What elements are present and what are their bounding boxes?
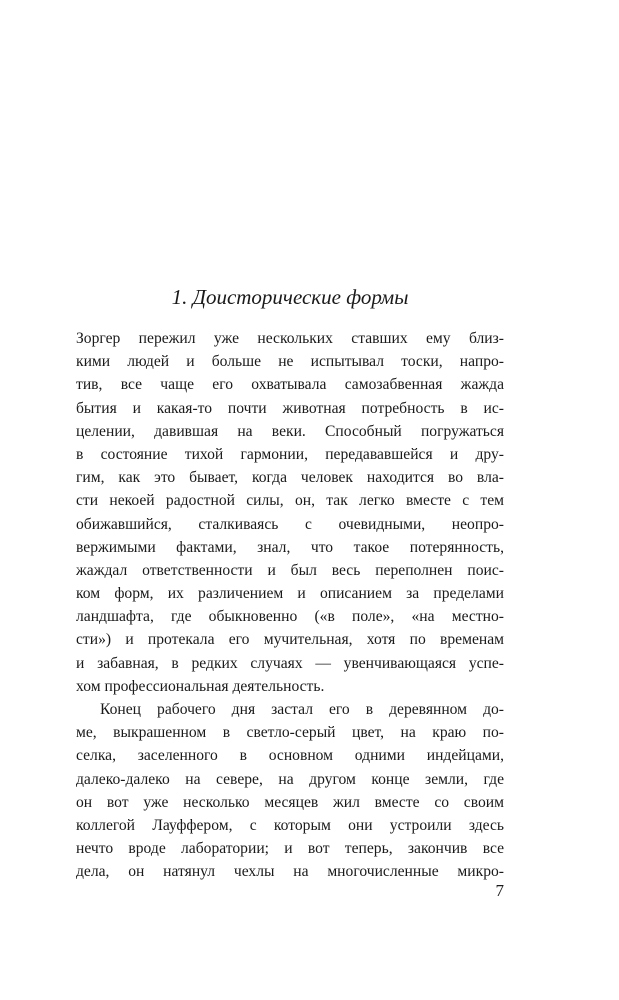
text-line: селка, заселенного в основном одними индейцами, <box>76 747 504 765</box>
text-line: нечто вроде лаборатории; и вот теперь, закончив все <box>76 840 504 858</box>
text-line: вержимыми фактами, знал, что такое потерянность, <box>76 538 504 556</box>
text-line: ком форм, их различением и описанием за пределами <box>76 585 504 603</box>
chapter-title: 1. Доисторические формы <box>171 285 409 309</box>
text-line: ландшафта, где обыкновенно («в поле», «на местно- <box>76 608 504 626</box>
text-line: далеко-далеко на севере, на другом конце земли, где <box>76 770 504 788</box>
text-line: сти некоей радостной силы, он, так легко вместе с тем <box>76 492 504 510</box>
page-number: 7 <box>495 881 504 900</box>
text-line: гим, как это бывает, когда человек находится во вла- <box>76 469 504 487</box>
text-line: жаждал ответственности и был весь переполнен поис- <box>76 561 504 579</box>
body-text <box>76 327 504 884</box>
paragraph-2 <box>76 698 504 884</box>
text-line: дела, он натянул чехлы на многочисленные микро- <box>76 863 504 881</box>
text-line: кими людей и больше не испытывал тоски, напро- <box>76 353 504 371</box>
text-line: тив, все чаще его охватывала самозабвенная жажда <box>76 376 504 394</box>
text-line: обижавшийся, сталкиваясь с очевидными, неопро- <box>76 515 504 533</box>
text-line: Конец рабочего дня застал его в деревянном до- <box>100 701 504 718</box>
text-line: коллегой Лауффером, с которым они устроили здесь <box>76 816 504 834</box>
text-line: и забавная, в редких случаях — увенчивающаяся успе- <box>76 654 504 672</box>
text-line: ме, выкрашенном в светло-серый цвет, на краю по- <box>76 724 504 742</box>
text-line: Зоргер пережил уже нескольких ставших ему близ- <box>76 330 504 347</box>
text-line: в состояние тихой гармонии, передававшейся и дру- <box>76 445 504 463</box>
text-line: бытия и какая-то почти животная потребность в ис- <box>76 399 504 417</box>
text-line: хом профессиональная деятельность. <box>76 677 325 695</box>
text-line: целении, давившая на веки. Способный погружаться <box>76 422 504 440</box>
paragraph-1 <box>76 327 504 698</box>
text-line: сти») и протекала его мучительная, хотя по временам <box>76 631 504 649</box>
text-line: он вот уже несколько месяцев жил вместе со своим <box>76 793 504 811</box>
